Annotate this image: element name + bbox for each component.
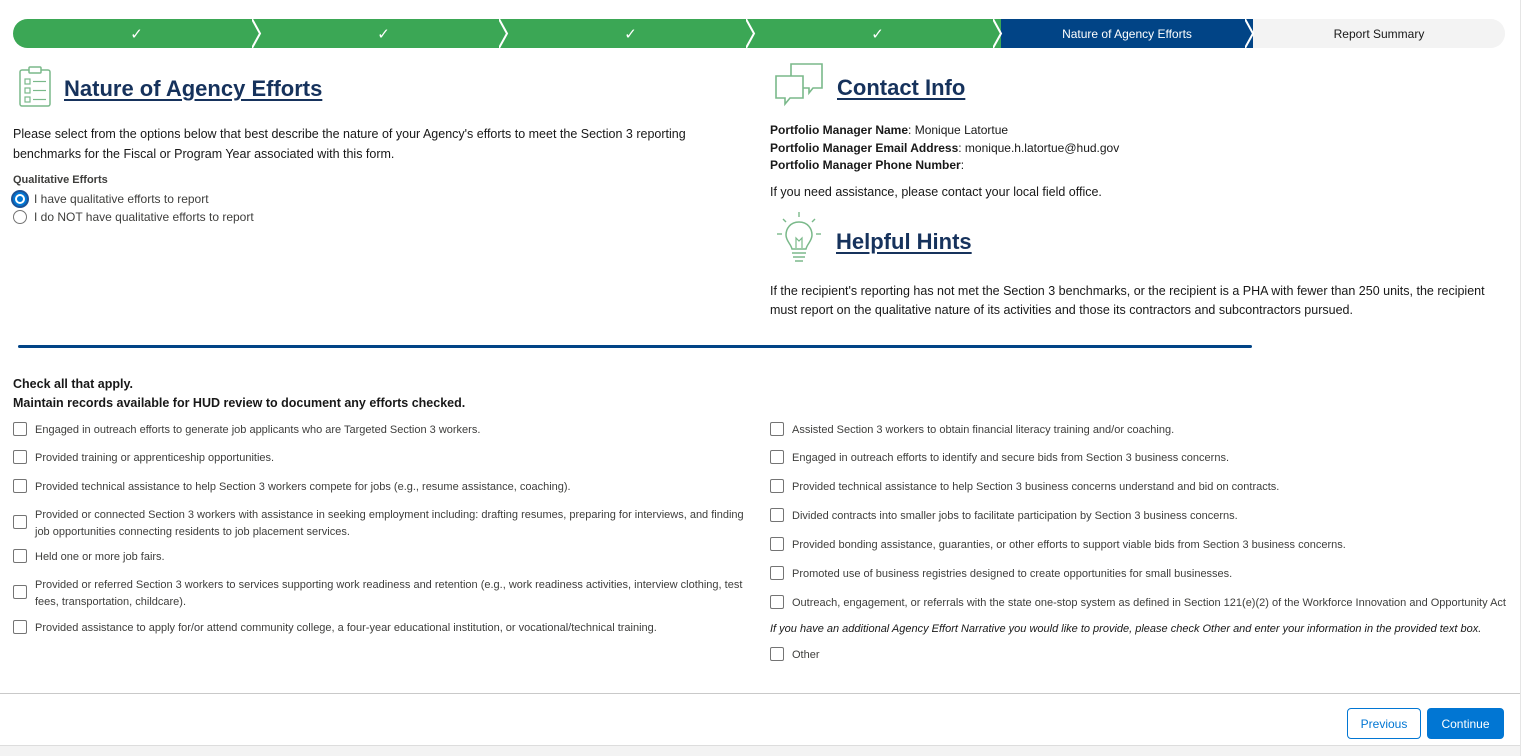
assistance-text: If you need assistance, please contact your local field office. [770,185,1102,199]
path-step-1[interactable] [13,19,260,48]
checkbox[interactable] [13,450,27,464]
vertical-scrollbar[interactable] [1520,0,1533,756]
step-separator [499,19,515,48]
checkbox[interactable] [770,647,784,661]
nature-title: Nature of Agency Efforts [64,76,323,101]
lightbulb-icon [775,210,823,268]
effort-checkbox-smaller-jobs[interactable]: Divided contracts into smaller jobs to facilitate participation by Section 3 business concerns. [770,508,1510,525]
checkbox[interactable] [13,620,27,634]
hints-title: Helpful Hints [836,229,972,254]
checkbox[interactable] [770,595,784,609]
manager-phone: Portfolio Manager Phone Number: [770,158,965,172]
path-step-label: Report Summary [1333,26,1425,41]
path-step-2[interactable] [260,19,507,48]
chat-bubbles-icon [773,62,825,108]
effort-checkbox-employment-assistance[interactable]: Provided or connected Section 3 workers with assistance in seeking employment including: drafting resumes, preparing for interviews, and finding job opportunities connecting residents to job placement services. [13,507,758,541]
effort-checkbox-outreach-bids[interactable]: Engaged in outreach efforts to identify and secure bids from Section 3 business concerns. [770,450,1510,467]
path-step-current[interactable] [1001,19,1253,48]
qualitative-efforts-label: Qualitative Efforts [13,174,108,186]
section-divider [18,345,1252,348]
checklist-icon [18,66,52,108]
manager-email: Portfolio Manager Email Address: monique.h.latortue@hud.gov [770,140,1120,155]
effort-checkbox-bonding[interactable]: Provided bonding assistance, guaranties, or other efforts to support viable bids from Section 3 business concerns. [770,537,1510,554]
horizontal-scrollbar[interactable] [0,745,1520,756]
effort-checkbox-training[interactable]: Provided training or apprenticeship opportunities. [13,450,758,467]
effort-checkbox-education[interactable]: Provided assistance to apply for/or attend community college, a four-year educational institution, or vocational/technical training. [13,620,758,637]
checkbox[interactable] [13,515,27,529]
effort-checkbox-one-stop[interactable]: Outreach, engagement, or referrals with the state one-stop system as defined in Section 121(e)(2) of the Workforce Innovation and Opportunity Act [770,595,1510,612]
radio-no-efforts[interactable] [13,210,254,224]
checkbox[interactable] [770,479,784,493]
efforts-heading: Check all that apply. Maintain records available for HUD review to document any efforts checked. [13,377,466,410]
checkbox[interactable] [770,450,784,464]
continue-button[interactable]: Continue [1427,708,1504,739]
check-icon: ✓ [377,25,390,43]
checkbox[interactable] [770,508,784,522]
effort-checkbox-business-registries[interactable]: Promoted use of business registries designed to create opportunities for small businesses. [770,566,1510,583]
hints-text: If the recipient's reporting has not met the Section 3 benchmarks, or the recipient is a PHA with fewer than 250 units, the recipient must report on the qualitative nature of its activities and those its contractors and subcontractors pursued. [770,284,1485,317]
effort-checkbox-work-readiness[interactable]: Provided or referred Section 3 workers to services supporting work readiness and retention (e.g., work readiness activities, interview clothing, test fees, transportation, childcare). [13,577,758,611]
check-icon: ✓ [624,25,637,43]
progress-path [13,19,1505,48]
step-separator [746,19,762,48]
radio-label: I have qualitative efforts to report [34,192,209,206]
check-icon: ✓ [130,25,143,43]
radio-button[interactable] [13,192,27,206]
check-icon: ✓ [871,25,884,43]
contact-block [770,122,1119,175]
effort-checkbox-technical-assistance-workers[interactable]: Provided technical assistance to help Section 3 workers compete for jobs (e.g., resume assistance, coaching). [13,479,758,496]
step-separator [1245,19,1261,48]
radio-button[interactable] [13,210,27,224]
nature-intro: Please select from the options below that best describe the nature of your Agency's efforts to meet the Section 3 reporting benchmarks for the Fiscal or Program Year associated with this form. [13,127,686,161]
checkbox[interactable] [13,549,27,563]
effort-checkbox-outreach-applicants[interactable]: Engaged in outreach efforts to generate job applicants who are Targeted Section 3 workers. [13,422,758,439]
radio-label: I do NOT have qualitative efforts to report [34,210,254,224]
effort-checkbox-job-fairs[interactable]: Held one or more job fairs. [13,549,758,566]
checkbox[interactable] [13,479,27,493]
step-separator [993,19,1009,48]
checkbox[interactable] [13,585,27,599]
path-step-4[interactable] [754,19,1001,48]
contact-title: Contact Info [837,75,966,100]
path-step-3[interactable] [507,19,754,48]
path-step-report-summary[interactable] [1253,19,1505,48]
effort-checkbox-financial-literacy[interactable]: Assisted Section 3 workers to obtain financial literacy training and/or coaching. [770,422,1510,439]
checkbox[interactable] [770,537,784,551]
radio-have-efforts[interactable] [13,192,209,206]
checkbox[interactable] [13,422,27,436]
previous-button[interactable]: Previous [1347,708,1421,739]
path-step-label: Nature of Agency Efforts [1062,26,1192,41]
effort-checkbox-technical-assistance-business[interactable]: Provided technical assistance to help Section 3 business concerns understand and bid on contracts. [770,479,1510,496]
effort-checkbox-other[interactable]: Other [770,647,1510,664]
step-separator [252,19,268,48]
footer-divider [0,693,1520,694]
checkbox[interactable] [770,566,784,580]
manager-name: Portfolio Manager Name: Monique Latortue [770,123,1009,137]
checkbox[interactable] [770,422,784,436]
other-note: If you have an additional Agency Effort Narrative you would like to provide, please check Other and enter your information in the provided text box. [770,623,1482,635]
